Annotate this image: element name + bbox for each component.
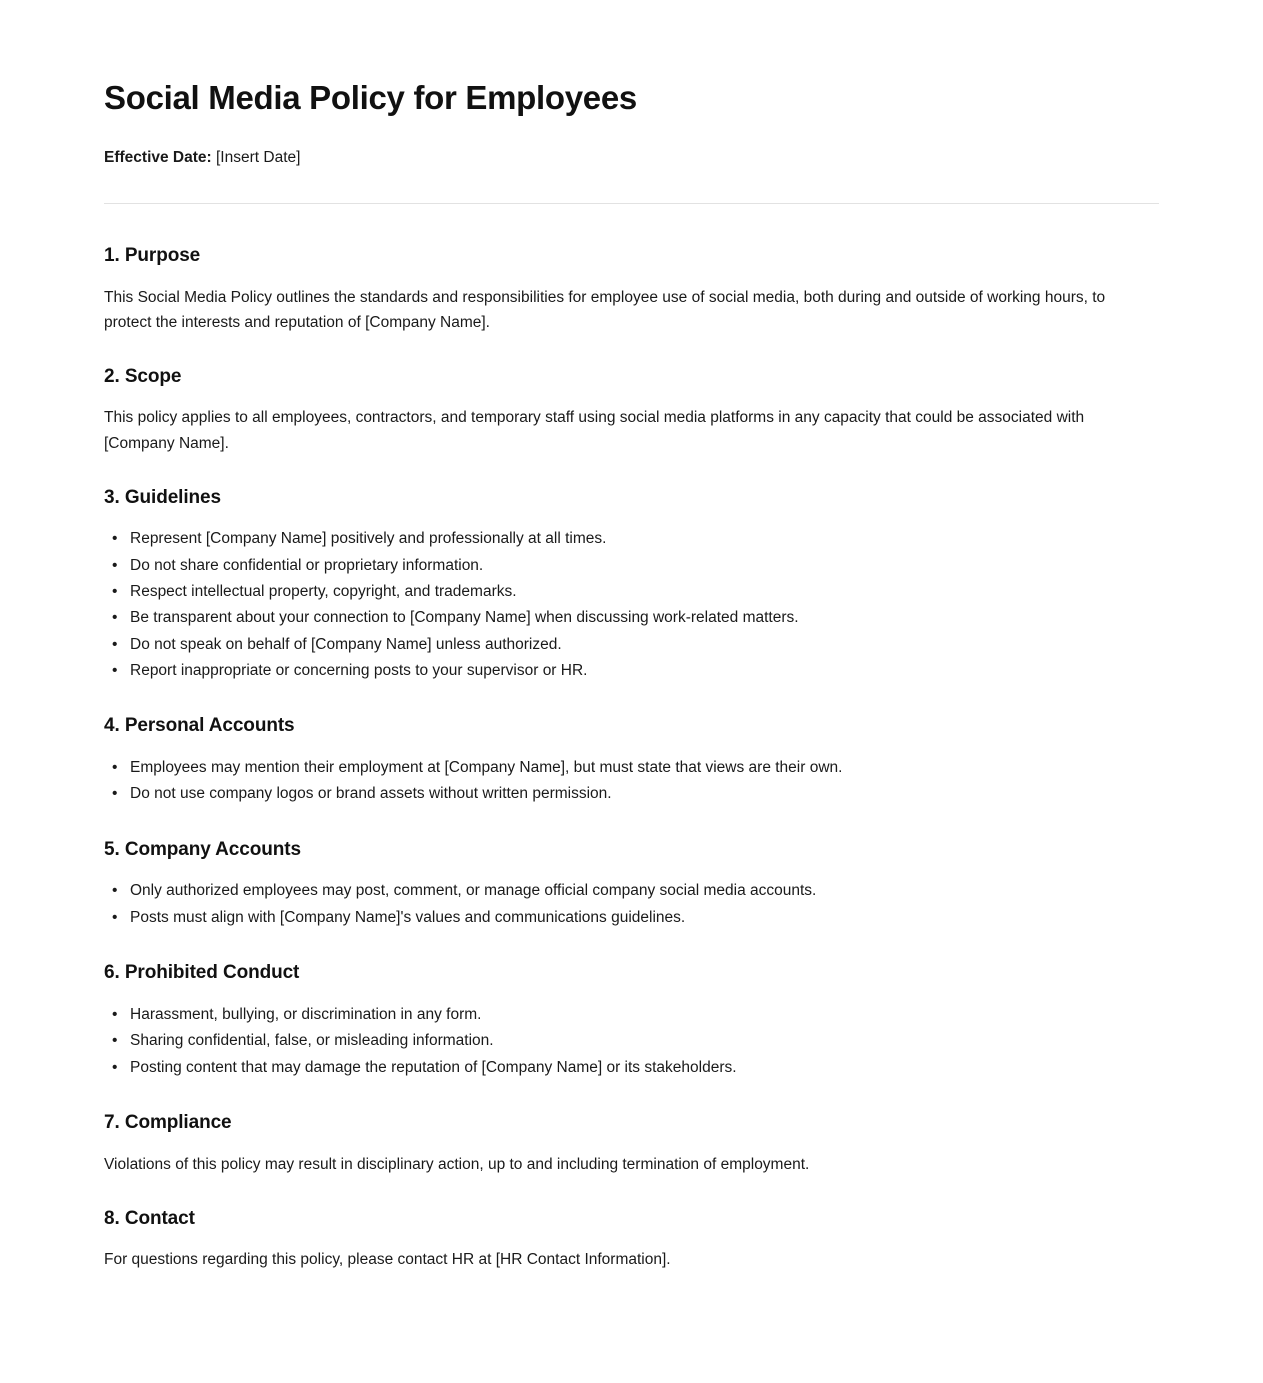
section-paragraph: This Social Media Policy outlines the standards and responsibilities for employee use of social media, both during and outside of working hours, to protect the interests and reputation of [Company Name]. <box>104 288 1106 331</box>
section-compliance <box>104 1111 1159 1177</box>
section-contact <box>104 1207 1159 1273</box>
list-item: • Sharing confidential, false, or misleading information. <box>130 1028 1159 1054</box>
effective-date-label: Effective Date: <box>104 148 212 166</box>
list-item: • Respect intellectual property, copyright, and trademarks. <box>130 579 1159 605</box>
guidelines-list <box>104 526 1159 684</box>
list-item: • Do not use company logos or brand assets without written permission. <box>130 781 1159 807</box>
personal-accounts-list <box>104 755 1159 808</box>
section-personal-accounts <box>104 714 1159 807</box>
section-heading: 1. Purpose <box>104 244 201 266</box>
page-title: Social Media Policy for Employees <box>104 79 637 116</box>
section-paragraph: Violations of this policy may result in disciplinary action, up to and including termination of employment. <box>104 1155 810 1173</box>
list-item: • Employees may mention their employment at [Company Name], but must state that views are their own. <box>130 755 1159 781</box>
effective-date-value: [Insert Date] <box>216 148 301 166</box>
section-guidelines <box>104 486 1159 685</box>
section-prohibited-conduct <box>104 961 1159 1081</box>
effective-date-line <box>104 146 1159 169</box>
header-divider <box>104 203 1159 204</box>
section-heading: 6. Prohibited Conduct <box>104 962 300 984</box>
section-heading: 7. Compliance <box>104 1111 232 1133</box>
section-company-accounts <box>104 838 1159 931</box>
list-item: • Do not speak on behalf of [Company Name] unless authorized. <box>130 632 1159 658</box>
section-heading: 3. Guidelines <box>104 486 221 508</box>
list-item: • Only authorized employees may post, comment, or manage official company social media accounts. <box>130 878 1159 904</box>
section-heading: 8. Contact <box>104 1207 195 1229</box>
section-heading: 2. Scope <box>104 365 182 387</box>
prohibited-conduct-list <box>104 1002 1159 1081</box>
list-item: • Do not share confidential or proprietary information. <box>130 553 1159 579</box>
list-item: • Represent [Company Name] positively and professionally at all times. <box>130 526 1159 552</box>
list-item: • Posts must align with [Company Name]'s values and communications guidelines. <box>130 905 1159 931</box>
list-item: • Report inappropriate or concerning posts to your supervisor or HR. <box>130 658 1159 684</box>
section-paragraph: For questions regarding this policy, please contact HR at [HR Contact Information]. <box>104 1251 671 1269</box>
list-item: • Posting content that may damage the reputation of [Company Name] or its stakeholders. <box>130 1055 1159 1081</box>
section-purpose <box>104 244 1159 335</box>
list-item: • Harassment, bullying, or discrimination in any form. <box>130 1002 1159 1028</box>
section-paragraph: This policy applies to all employees, contractors, and temporary staff using social media platforms in any capacity that could be associated with [Company Name]. <box>104 409 1085 452</box>
list-item: • Be transparent about your connection to [Company Name] when discussing work-related matters. <box>130 605 1159 631</box>
section-scope <box>104 365 1159 456</box>
company-accounts-list <box>104 878 1159 931</box>
section-heading: 5. Company Accounts <box>104 838 301 860</box>
section-heading: 4. Personal Accounts <box>104 715 295 737</box>
